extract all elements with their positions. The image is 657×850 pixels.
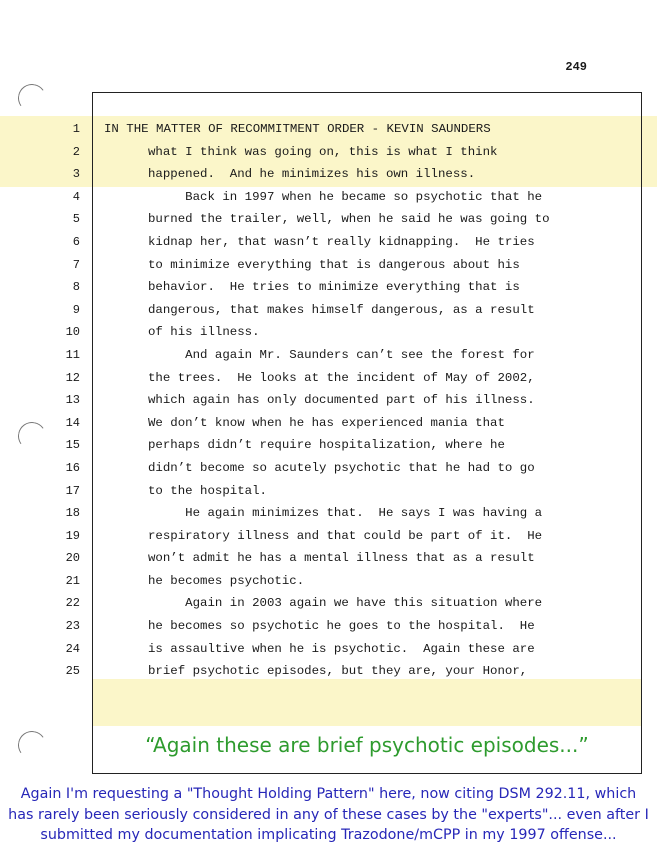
transcript-line (0, 615, 657, 638)
transcript-line (0, 457, 657, 480)
line-number: 21 (65, 573, 80, 588)
commentary (0, 784, 657, 846)
line-number: 18 (65, 506, 80, 521)
transcript-line (0, 231, 657, 254)
line-number: 22 (65, 596, 80, 611)
transcript-line (0, 660, 657, 683)
transcript-line (0, 299, 657, 322)
line-text: Back in 1997 when he became so psychotic that he (148, 189, 543, 204)
transcript-line (0, 344, 657, 367)
line-text: is assaultive when he is psychotic. Again these are (148, 641, 535, 656)
transcript-line (0, 367, 657, 390)
transcript-line (0, 276, 657, 299)
line-number: 20 (65, 551, 80, 566)
line-text: brief psychotic episodes, but they are, your Honor, (148, 664, 528, 679)
line-number: 9 (72, 302, 80, 317)
line-text: to the hospital. (148, 483, 267, 498)
line-number: 12 (65, 370, 80, 385)
line-number: 24 (65, 641, 80, 656)
line-number: 7 (72, 257, 80, 272)
line-number: 17 (65, 483, 80, 498)
line-number: 6 (72, 234, 80, 249)
line-number: 2 (72, 144, 80, 159)
line-text: he becomes so psychotic he goes to the hospital. He (148, 619, 535, 634)
line-number: 8 (72, 280, 80, 295)
line-number: 4 (72, 189, 80, 204)
transcript-line (0, 389, 657, 412)
line-text: which again has only documented part of his illness. (148, 393, 535, 408)
transcript-line (0, 118, 657, 141)
transcript-line (0, 502, 657, 525)
transcript-line (0, 525, 657, 548)
line-text: perhaps didn’t require hospitalization, where he (148, 438, 505, 453)
line-number: 10 (65, 325, 80, 340)
line-text: respiratory illness and that could be part of it. He (148, 528, 543, 543)
line-text: We don’t know when he has experienced mania that (148, 415, 505, 430)
line-text: he becomes psychotic. (148, 573, 305, 588)
line-text: He again minimizes that. He says I was having a (148, 506, 543, 521)
line-text: behavior. He tries to minimize everything that is (148, 280, 520, 295)
line-text: IN THE MATTER OF RECOMMITMENT ORDER - KEVIN SAUNDERS (104, 122, 491, 136)
line-text: dangerous, that makes himself dangerous, as a result (148, 302, 535, 317)
line-number: 15 (65, 438, 80, 453)
highlight-quote: “Again these are brief psychotic episodes...” (145, 733, 589, 757)
transcript-line (0, 638, 657, 661)
transcript-line (0, 186, 657, 209)
line-text: what I think was going on, this is what I think (148, 144, 498, 159)
line-text: Again in 2003 again we have this situation where (148, 596, 543, 611)
line-number: 3 (72, 167, 80, 182)
page-number: 249 (565, 60, 587, 74)
line-number: 25 (65, 664, 80, 679)
line-number: 16 (65, 460, 80, 475)
line-number: 19 (65, 528, 80, 543)
line-number: 23 (65, 619, 80, 634)
transcript-line (0, 434, 657, 457)
line-text: didn’t become so acutely psychotic that he had to go (148, 460, 535, 475)
transcript-lines (0, 118, 657, 683)
transcript-line (0, 547, 657, 570)
transcript-line (0, 163, 657, 186)
line-text: the trees. He looks at the incident of May of 2002, (148, 370, 535, 385)
punch-hole-top (16, 82, 48, 114)
line-text: happened. And he minimizes his own illness. (148, 167, 476, 182)
commentary-line: has rarely been seriously considered in any of these cases by the "experts"... even after I (8, 806, 649, 823)
line-number: 11 (65, 347, 80, 362)
transcript-line (0, 480, 657, 503)
transcript-line (0, 592, 657, 615)
line-number: 13 (65, 393, 80, 408)
line-number: 1 (72, 122, 80, 136)
transcript-line (0, 141, 657, 164)
line-number: 5 (72, 212, 80, 227)
transcript-line (0, 208, 657, 231)
transcript-line (0, 412, 657, 435)
transcript-line (0, 321, 657, 344)
punch-hole-bottom (16, 729, 48, 761)
line-number: 14 (65, 415, 80, 430)
line-text: kidnap her, that wasn’t really kidnapping. He tries (148, 234, 535, 249)
commentary-line: Again I'm requesting a "Thought Holding Pattern" here, now citing DSM 292.11, which (20, 786, 637, 802)
line-text: burned the trailer, well, when he said he was going to (148, 212, 550, 227)
line-text: And again Mr. Saunders can’t see the forest for (148, 347, 535, 362)
transcript-line (0, 570, 657, 593)
line-text: of his illness. (148, 325, 260, 340)
line-text: won’t admit he has a mental illness that as a result (148, 551, 535, 566)
line-text: to minimize everything that is dangerous about his (148, 257, 520, 272)
transcript-line (0, 254, 657, 277)
commentary-line: submitted my documentation implicating Trazodone/mCPP in my 1997 offense... (40, 827, 617, 843)
